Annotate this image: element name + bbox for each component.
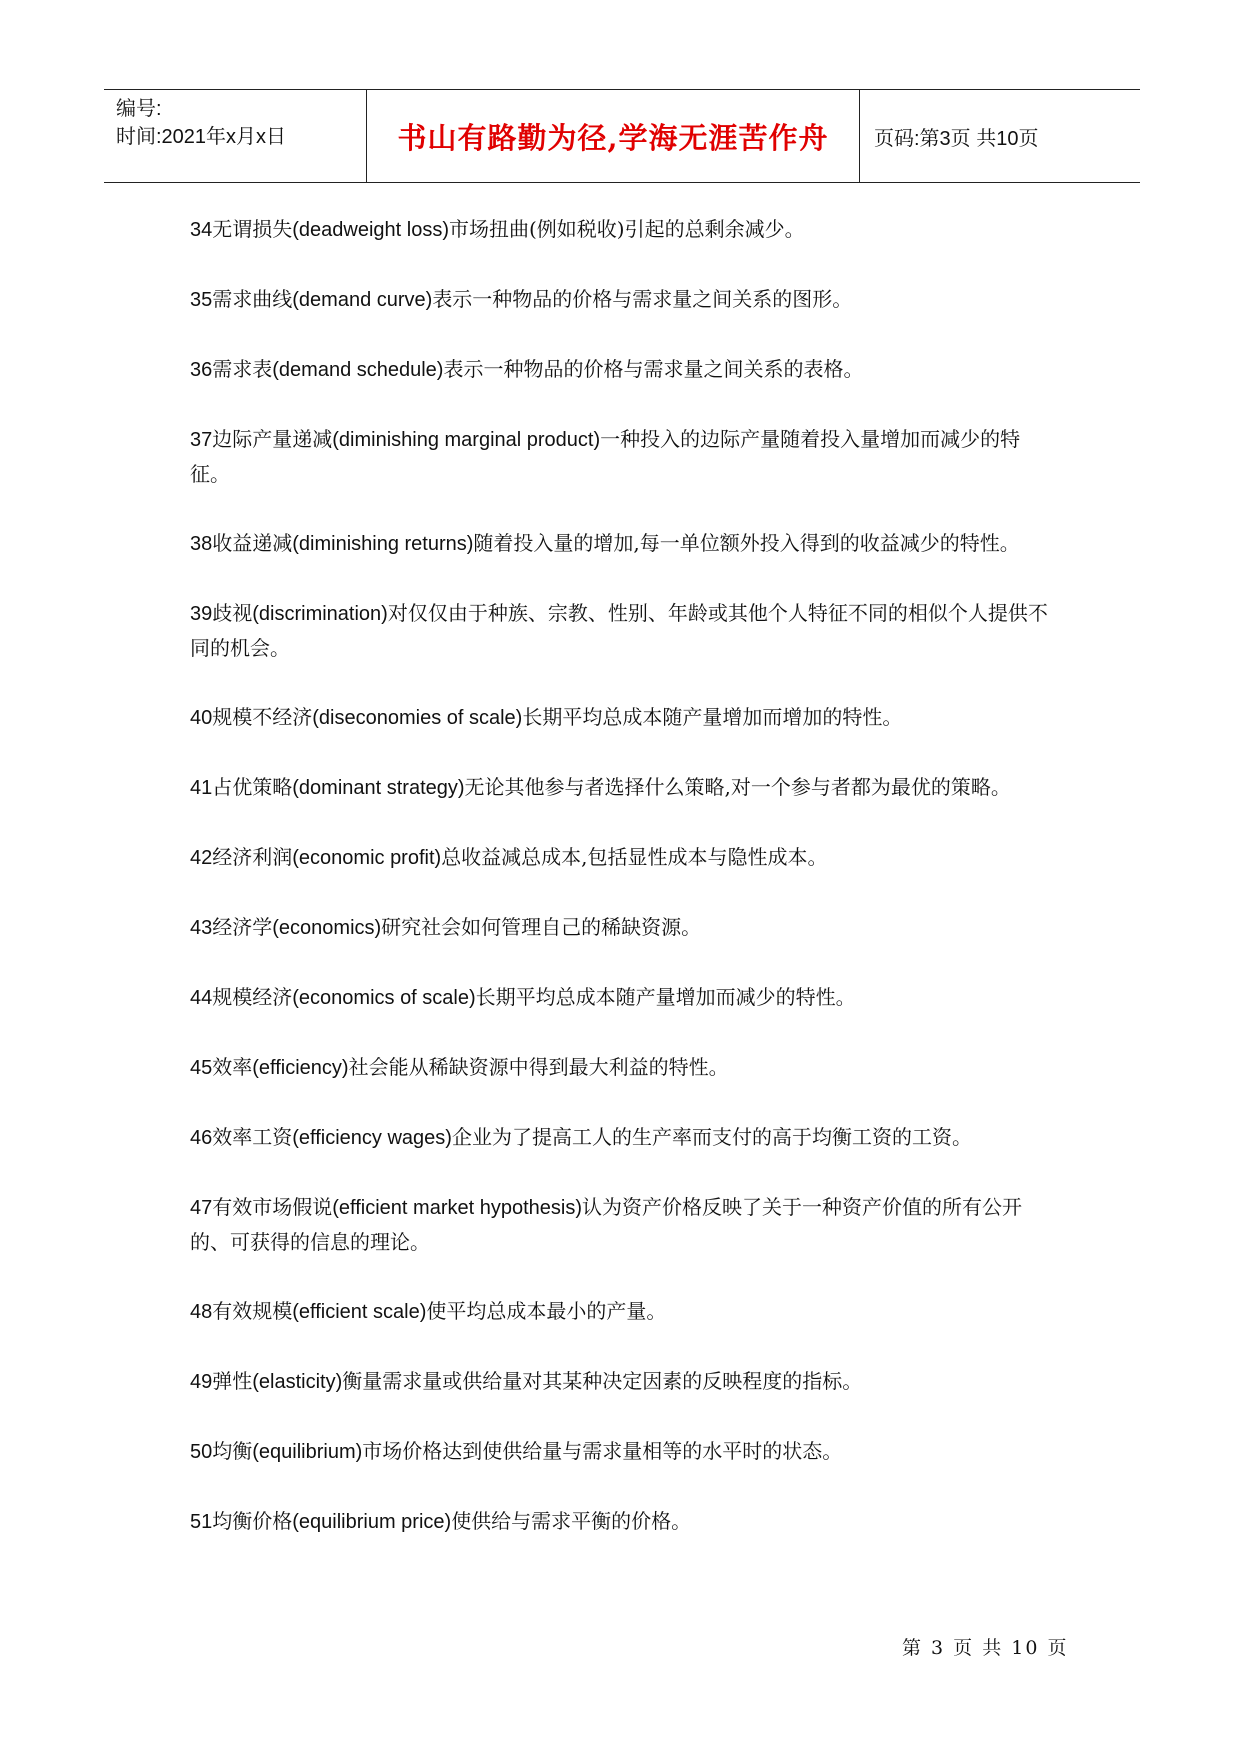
- glossary-list: [190, 212, 1060, 1574]
- glossary-entry: 39歧视(discrimination)对仅仅由于种族、宗教、性别、年龄或其他个人特征不同的相似个人提供不同的机会。: [190, 601, 1048, 660]
- page-header: [104, 89, 1140, 183]
- glossary-entry: 49弹性(elasticity)衡量需求量或供给量对其某种决定因素的反映程度的指标。: [190, 1369, 863, 1393]
- glossary-entry: 46效率工资(efficiency wages)企业为了提高工人的生产率而支付的高于均衡工资的工资。: [190, 1125, 972, 1149]
- glossary-entry: 35需求曲线(demand curve)表示一种物品的价格与需求量之间关系的图形。: [190, 287, 853, 311]
- glossary-entry: 37边际产量递减(diminishing marginal product)一种投入的边际产量随着投入量增加而减少的特征。: [190, 427, 1021, 486]
- number-label: 编号:: [116, 98, 162, 120]
- glossary-entry: 34无谓损失(deadweight loss)市场扭曲(例如税收)引起的总剩余减少。: [190, 217, 805, 241]
- glossary-entry: 41占优策略(dominant strategy)无论其他参与者选择什么策略,对一个参与者都为最优的策略。: [190, 775, 1011, 799]
- header-meta: [104, 90, 367, 182]
- glossary-entry: 36需求表(demand schedule)表示一种物品的价格与需求量之间关系的表格。: [190, 357, 864, 381]
- glossary-entry: 43经济学(economics)研究社会如何管理自己的稀缺资源。: [190, 915, 702, 939]
- time-label: 时间:2021年x月x日: [116, 126, 287, 148]
- page-footer: 第 3 页 共 10 页: [902, 1637, 1069, 1659]
- glossary-entry: 42经济利润(economic profit)总收益减总成本,包括显性成本与隐性成本。: [190, 845, 828, 869]
- header-page-code: 页码:第3页 共10页: [874, 127, 1039, 150]
- header-motto: 书山有路勤为径,学海无涯苦作舟: [367, 90, 860, 182]
- glossary-entry: 51均衡价格(equilibrium price)使供给与需求平衡的价格。: [190, 1509, 692, 1533]
- glossary-entry: 47有效市场假说(efficient market hypothesis)认为资产价格反映了关于一种资产价值的所有公开的、可获得的信息的理论。: [190, 1195, 1022, 1254]
- glossary-entry: 38收益递减(diminishing returns)随着投入量的增加,每一单位额外投入得到的收益减少的特性。: [190, 531, 1020, 555]
- glossary-entry: 45效率(efficiency)社会能从稀缺资源中得到最大利益的特性。: [190, 1055, 729, 1079]
- glossary-entry: 48有效规模(efficient scale)使平均总成本最小的产量。: [190, 1299, 667, 1323]
- glossary-entry: 40规模不经济(diseconomies of scale)长期平均总成本随产量增加而增加的特性。: [190, 705, 903, 729]
- glossary-entry: 50均衡(equilibrium)市场价格达到使供给量与需求量相等的水平时的状态。: [190, 1439, 843, 1463]
- glossary-entry: 44规模经济(economics of scale)长期平均总成本随产量增加而减少的特性。: [190, 985, 856, 1009]
